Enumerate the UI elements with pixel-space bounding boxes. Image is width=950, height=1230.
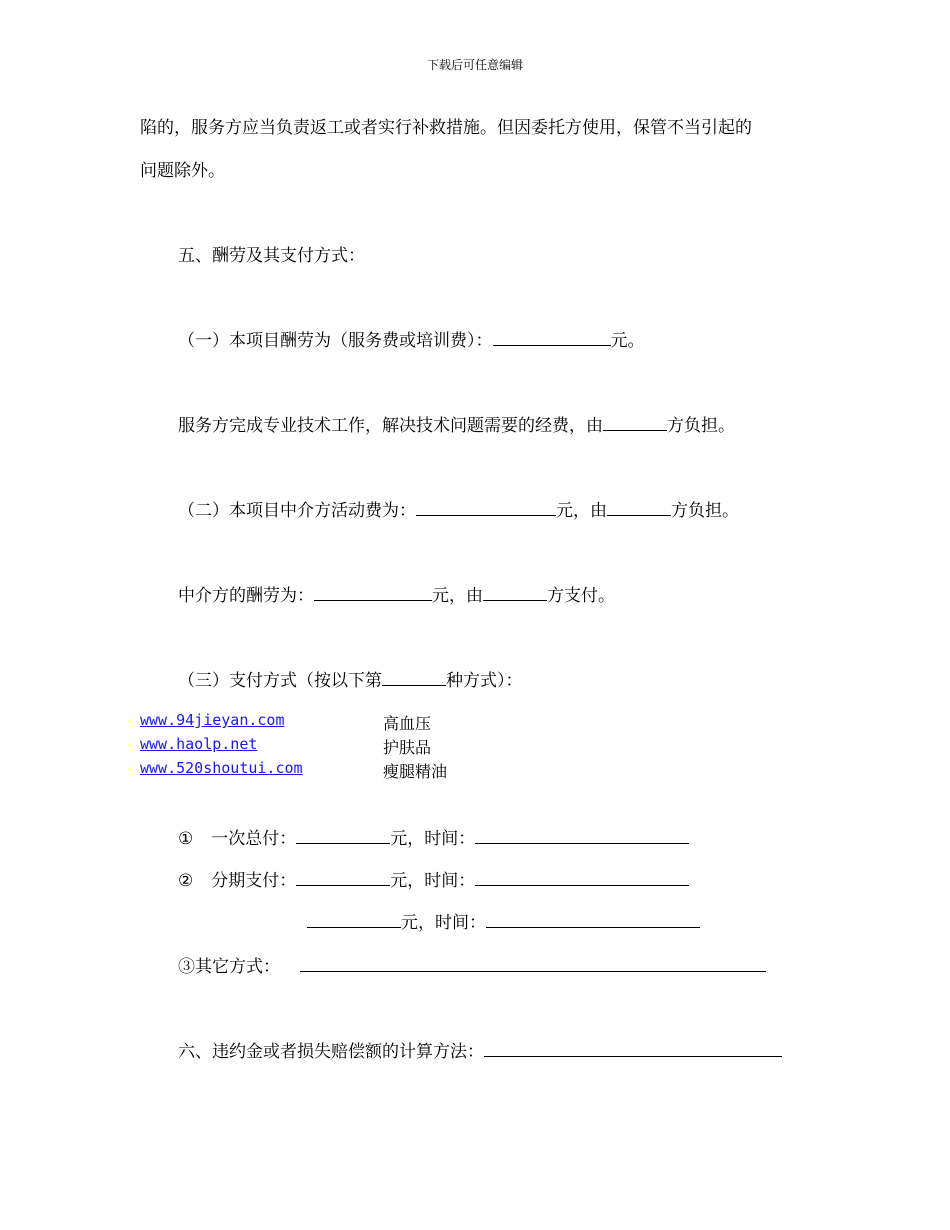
payment-option-2 — [178, 866, 689, 891]
other-method-blank — [300, 956, 766, 972]
item-2-label: （二）本项目中介方活动费为： — [178, 501, 416, 521]
agent-fee-suffix: 方支付。 — [547, 586, 615, 606]
installment-2-time-blank — [486, 912, 700, 928]
penalty-calculation-blank — [484, 1041, 782, 1057]
item-3-label: （三）支付方式（按以下第 — [178, 671, 382, 691]
option-3-label: ③其它方式： — [178, 957, 280, 977]
expense-line — [178, 411, 735, 436]
fee-amount-blank — [493, 330, 611, 346]
installment-1-time-blank — [475, 870, 689, 886]
expense-label: 服务方完成专业技术工作，解决技术问题需要的经费，由 — [178, 416, 603, 436]
item-3-payment-method-line — [178, 666, 523, 691]
item-2-agent-activity-line — [178, 496, 739, 521]
agent-fee-party-blank — [483, 585, 547, 601]
payment-option-1 — [178, 824, 689, 849]
lump-sum-amount-blank — [296, 828, 390, 844]
agent-activity-amount-blank — [416, 500, 556, 516]
agent-fee-line — [178, 581, 615, 606]
page-header: 下载后可任意编辑 — [426, 58, 523, 72]
paragraph-line-2: 问题除外。 — [140, 161, 225, 181]
item-2-middle: 元，由 — [556, 501, 607, 521]
section-6-line — [178, 1037, 782, 1062]
expense-suffix: 方负担。 — [667, 416, 735, 436]
option-1-middle: 元，时间： — [390, 829, 476, 849]
link-94jieyan[interactable]: www.94jieyan.com — [140, 711, 285, 729]
option-2b-middle: 元，时间： — [401, 913, 486, 933]
link-520shoutui[interactable]: www.520shoutui.com — [140, 759, 303, 777]
link-keyword-2: 护肤品 — [383, 738, 432, 757]
installment-2-amount-blank — [307, 912, 401, 928]
item-1-fee-line — [178, 326, 645, 351]
link-keyword-3: 瘦腿精油 — [383, 762, 448, 781]
agent-fee-label: 中介方的酬劳为： — [178, 586, 314, 606]
payment-option-3 — [178, 952, 766, 977]
agent-fee-amount-blank — [314, 585, 432, 601]
option-2-number: ② — [178, 871, 194, 891]
item-2-suffix: 方负担。 — [671, 501, 739, 521]
option-2-middle: 元，时间： — [390, 871, 476, 891]
agent-activity-party-blank — [607, 500, 671, 516]
option-1-number: ① — [178, 829, 194, 849]
payment-method-number-blank — [382, 670, 446, 686]
section-6-title: 六、违约金或者损失赔偿额的计算方法： — [178, 1042, 484, 1062]
paragraph-line-1: 陷的，服务方应当负责返工或者实行补救措施。但因委托方使用，保管不当引起的 — [140, 118, 752, 138]
item-1-unit: 元。 — [610, 331, 645, 351]
link-keyword-1: 高血压 — [383, 714, 432, 733]
option-2-label: 分期支付： — [211, 871, 297, 891]
item-1-label: （一）本项目酬劳为（服务费或培训费）： — [178, 331, 493, 351]
section-5-title: 五、酬劳及其支付方式： — [178, 246, 365, 266]
installment-1-amount-blank — [296, 870, 390, 886]
lump-sum-time-blank — [475, 828, 689, 844]
option-1-label: 一次总付： — [211, 829, 297, 849]
payment-option-2-second-installment — [307, 908, 700, 933]
link-haolp[interactable]: www.haolp.net — [140, 735, 258, 753]
item-3-suffix: 种方式）： — [446, 671, 523, 691]
expense-party-blank — [603, 415, 667, 431]
agent-fee-middle: 元，由 — [432, 586, 483, 606]
